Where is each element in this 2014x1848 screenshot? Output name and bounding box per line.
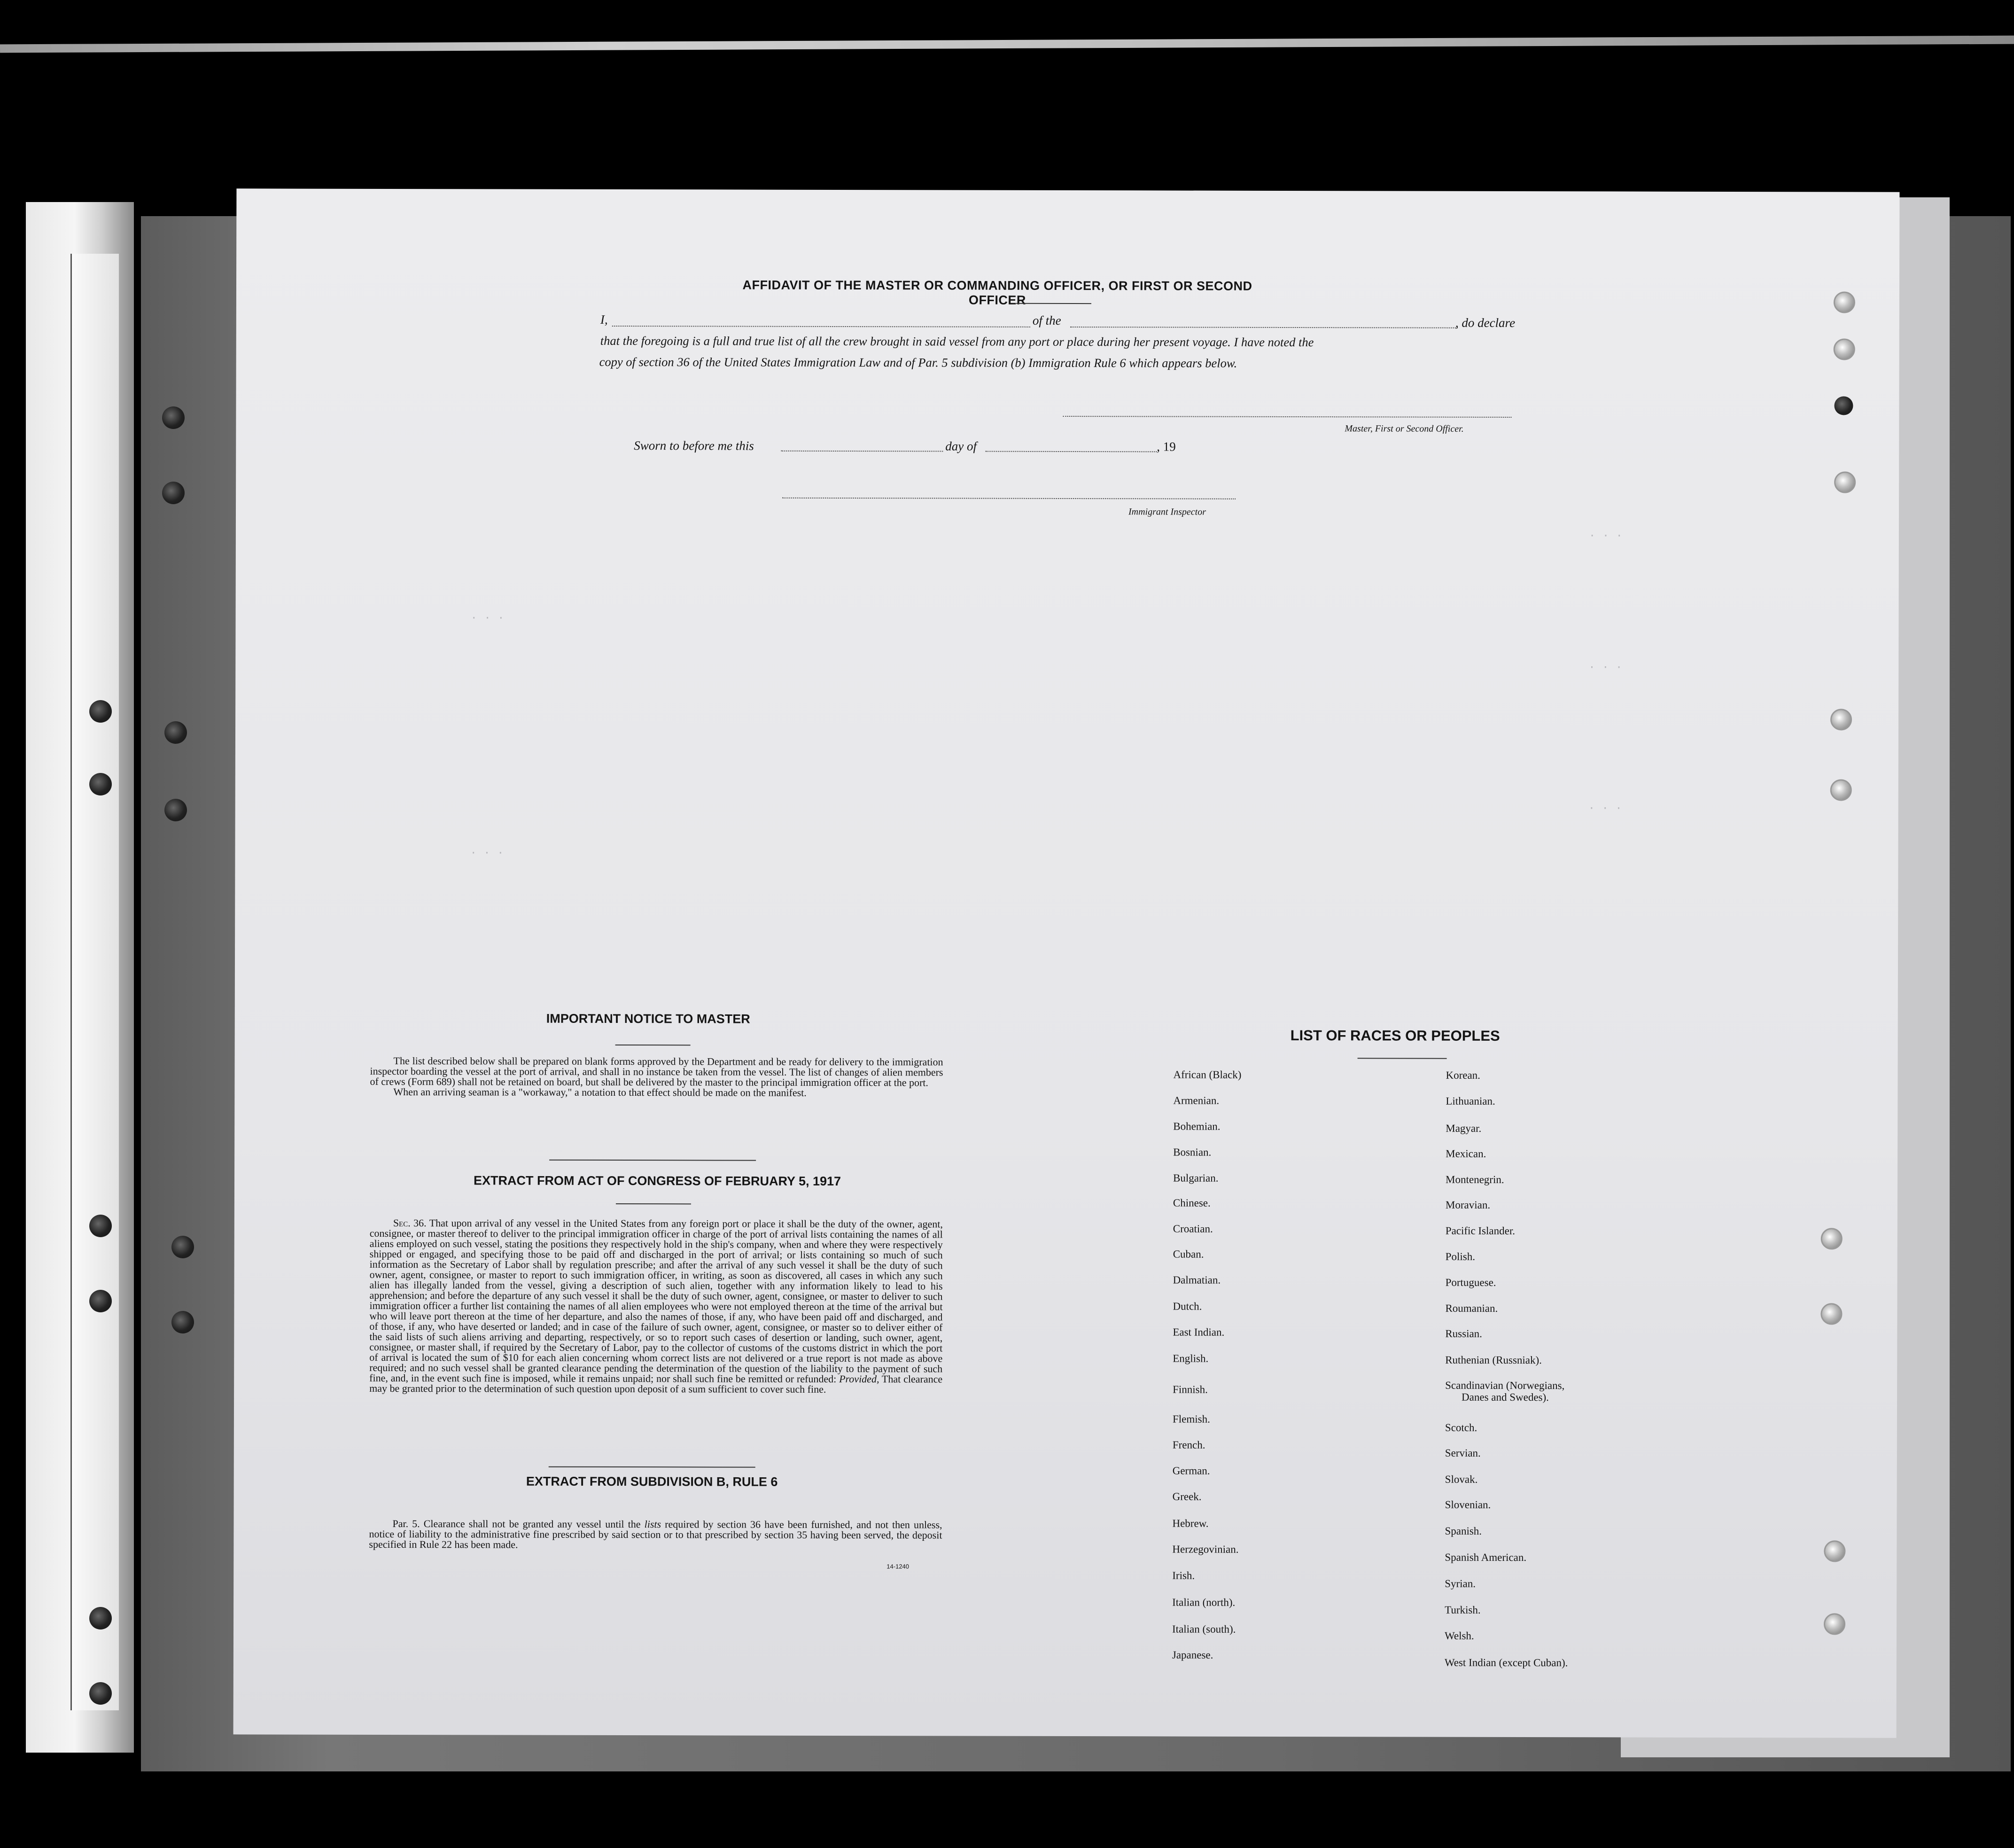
race-item: Turkish. <box>1445 1604 1481 1616</box>
race-item: Roumanian. <box>1445 1302 1498 1314</box>
act-section-text: That upon arrival of any vessel in the United States from any foreign port or place it shall be the duty of the owner, agent, consignee, or master thereof to deliver to the principal immigration officer in charge of the port of arrival lists containing the names of all aliens employed on such vessel, stating the positions they respectively hold in the ship's company, when and where they were respectively shipped or engaged, and specifying those to be paid off and discharged in the port of arrival; or lists containing so much of such information as the Secretary of Labor shall by regulation prescribe; and after the arrival of any such vessel it shall be the duty of such owner, agent, consignee, or master to report to such immigration officer, in writing, as soon as discovered, all cases in which any such alien has illegally landed from the vessel, giving a description of such alien, together with any information likely to lead to his apprehension; and before the departure of any such vessel it shall be the duty of such owner, agent, consignee, or master to deliver to such immigration officer a further list containing the names of all alien employees who were not employed thereon at the time of the arrival but who will leave port thereon at the time of her departure, and also the names of those, if any, who have been paid off and discharged, and of those, if any, who have deserted or landed; and in case of the failure of such owner, agent, consignee, or master so to deliver either of the said lists of such aliens arriving and departing, respectively, or so to report such cases of desertion or landing, such owner, agent, consignee, or master shall, if required by the Secretary of Labor, pay to the collector of customs of the customs district in which the port of arrival is located the sum of $10 for each alien concerning whom correct lists are not delivered or a true report is not made as above required; and no such vessel shall be granted clearance pending the determination of the question of the liability to the payment of such fine, and, in the event such fine is imposed, while it remains unpaid; nor shall such fine be remitted or refunded: <box>369 1217 943 1385</box>
binder-hole <box>89 1682 112 1705</box>
master-signature-label: Master, First or Second Officer. <box>1345 423 1464 434</box>
act-section-label: Sec. 36. <box>393 1216 427 1229</box>
race-item: Finnish. <box>1173 1383 1208 1396</box>
binder-hole <box>162 482 185 504</box>
rule6-text-pre: Par. 5. Clearance shall not be granted any vessel until the <box>392 1517 641 1530</box>
sworn-month-line <box>985 451 1157 452</box>
race-item: Syrian. <box>1445 1577 1476 1590</box>
punch-hole <box>1824 1540 1845 1562</box>
binder-hole <box>171 1236 194 1258</box>
affidavit-line-1: that the foregoing is a full and true list of all the crew brought in said vessel from any port or place during her present voyage. I have noted the <box>600 333 1314 350</box>
notice-paragraph-1: The list described below shall be prepared on blank forms approved by the Department and be ready for delivery to the immigration inspector boarding the vessel at the port of arrival, and shall in no instance be taken from the vessel. The list of changes of alien members of crews (Form 689) shall not be retained on board, but shall be delivered by the master to the principal immigration officer at the port. <box>370 1055 943 1089</box>
race-item: Irish. <box>1172 1569 1195 1582</box>
race-item: Magyar. <box>1446 1122 1482 1134</box>
race-item: German. <box>1172 1465 1210 1477</box>
race-item: Chinese. <box>1173 1197 1211 1209</box>
binder-hole <box>89 773 112 795</box>
notice-paragraph-2: When an arriving seaman is a "workaway," a notation to that effect should be made on the manifest. <box>393 1086 807 1099</box>
act-body <box>369 1218 943 1395</box>
notice-body <box>370 1056 943 1099</box>
race-item: Dutch. <box>1173 1300 1202 1312</box>
rule6-text-post: required by section 36 have been furnished, and not then unless, notice of liability to the administrative fine prescribed by said section or to that prescribed by section 35 having been served, the deposit specified in Rule 22 has been made. <box>369 1518 942 1551</box>
race-item: Ruthenian (Russniak). <box>1445 1354 1542 1366</box>
race-item: Italian (north). <box>1172 1596 1236 1608</box>
affidavit-line-2: copy of section 36 of the United States Immigration Law and of Par. 5 subdivision (b) Immigration Rule 6 which appears below. <box>599 354 1237 370</box>
race-item: Dalmatian. <box>1173 1274 1221 1286</box>
master-signature-line <box>1063 416 1511 418</box>
punch-hole <box>1834 291 1855 313</box>
act-divider <box>549 1466 755 1468</box>
race-item: Spanish. <box>1445 1525 1482 1537</box>
race-item: Bohemian. <box>1173 1120 1221 1132</box>
race-item: East Indian. <box>1173 1326 1225 1338</box>
race-item: Cuban. <box>1173 1248 1204 1260</box>
race-item: Hebrew. <box>1172 1517 1209 1529</box>
race-item: Slovenian. <box>1445 1498 1491 1511</box>
rule6-lists: lists <box>644 1518 661 1530</box>
race-item: Moravian. <box>1445 1199 1491 1211</box>
race-item: Bosnian. <box>1173 1146 1212 1158</box>
race-item: Spanish American. <box>1445 1551 1527 1564</box>
race-item: Danes and Swedes). <box>1462 1391 1549 1404</box>
punch-hole <box>1824 1613 1845 1635</box>
race-item: Russian. <box>1445 1327 1482 1340</box>
binder-hole <box>162 406 185 429</box>
rule6-title: EXTRACT FROM SUBDIVISION B, RULE 6 <box>526 1474 778 1489</box>
race-item: Welsh. <box>1444 1630 1474 1642</box>
race-item: African (Black) <box>1173 1068 1242 1081</box>
bleed-through-mark: · · · <box>470 847 504 860</box>
race-item: French. <box>1172 1439 1205 1451</box>
affidavit-of-the-label: of the <box>1032 313 1061 327</box>
vessel-name-line <box>1070 327 1458 328</box>
punch-hole <box>1834 471 1856 493</box>
binder-hole <box>89 1215 112 1237</box>
race-item: Italian (south). <box>1172 1623 1236 1635</box>
race-item: Slovak. <box>1445 1473 1478 1485</box>
race-item: Lithuanian. <box>1446 1095 1495 1107</box>
race-item: Scotch. <box>1445 1421 1477 1434</box>
bleed-through-mark: · · · <box>1588 661 1623 674</box>
punch-hole <box>1821 1228 1843 1249</box>
race-item: Portuguese. <box>1445 1276 1496 1288</box>
race-item: English. <box>1173 1352 1209 1365</box>
binder-hole <box>164 799 187 821</box>
race-item: Greek. <box>1172 1490 1202 1503</box>
race-item: Japanese. <box>1172 1649 1213 1661</box>
sworn-label: Sworn to before me this <box>634 438 754 453</box>
master-name-line <box>612 326 1030 327</box>
act-section-tail: That clearance may be granted prior to the determination of such question upon deposit of a sum sufficient to cover such fine. <box>369 1373 943 1395</box>
races-title: LIST OF RACES OR PEOPLES <box>1290 1027 1500 1044</box>
race-item: Flemish. <box>1172 1413 1210 1425</box>
act-provided: Provided, <box>839 1372 879 1385</box>
race-item: Bulgarian. <box>1173 1172 1219 1184</box>
punch-hole <box>1820 1303 1842 1325</box>
affidavit-do-declare: , do declare <box>1455 315 1516 330</box>
race-item: Pacific Islander. <box>1445 1224 1516 1237</box>
bleed-through-mark: · · · <box>470 612 505 625</box>
race-item: Korean. <box>1446 1069 1480 1081</box>
rule6-paragraph <box>369 1519 942 1551</box>
day-of-label: day of <box>945 439 977 453</box>
affidavit-title-rule <box>1016 303 1091 304</box>
race-item: Mexican. <box>1446 1147 1486 1160</box>
race-item: Armenian. <box>1173 1094 1220 1107</box>
punch-hole <box>1834 396 1853 415</box>
affidavit-i-label: I, <box>600 312 608 327</box>
scanner-edge-line <box>0 36 2014 53</box>
inspector-label: Immigrant Inspector <box>1128 507 1206 517</box>
affidavit-title: AFFIDAVIT OF THE MASTER OR COMMANDING OFFICER, OR FIRST OR SECOND OFFICER <box>742 278 1252 307</box>
race-item: Herzegovinian. <box>1172 1543 1239 1555</box>
race-item: Scandinavian (Norwegians, <box>1445 1379 1565 1392</box>
binder-hole <box>89 1290 112 1312</box>
rule6-body <box>369 1519 942 1551</box>
binder-hole <box>171 1311 194 1333</box>
race-item: Servian. <box>1445 1447 1481 1459</box>
bleed-through-mark: · · · <box>1588 530 1623 543</box>
sworn-day-line <box>781 451 943 452</box>
bleed-through-mark: · · · <box>1588 802 1622 815</box>
race-item: West Indian (except Cuban). <box>1444 1656 1568 1669</box>
race-item: Polish. <box>1445 1250 1476 1263</box>
act-title: EXTRACT FROM ACT OF CONGRESS OF FEBRUARY 5, 1917 <box>473 1173 841 1188</box>
manifest-page <box>233 188 1900 1738</box>
race-item: Montenegrin. <box>1446 1173 1504 1185</box>
binder-hole <box>164 721 187 744</box>
notice-divider <box>549 1160 756 1161</box>
act-title-rule <box>616 1203 691 1204</box>
act-section-36 <box>369 1218 943 1395</box>
punch-hole <box>1830 779 1852 801</box>
binder-strip <box>70 254 119 1710</box>
race-item: Croatian. <box>1173 1223 1213 1235</box>
punch-hole <box>1830 709 1852 730</box>
form-number: 14-1240 <box>886 1563 910 1570</box>
punch-hole <box>1834 338 1855 360</box>
binder-hole <box>89 1607 112 1630</box>
year-label: , 19 <box>1157 439 1176 454</box>
inspector-signature-line <box>782 498 1236 499</box>
binder-hole <box>89 700 112 723</box>
notice-title: IMPORTANT NOTICE TO MASTER <box>546 1011 750 1026</box>
races-title-rule <box>1358 1058 1447 1059</box>
